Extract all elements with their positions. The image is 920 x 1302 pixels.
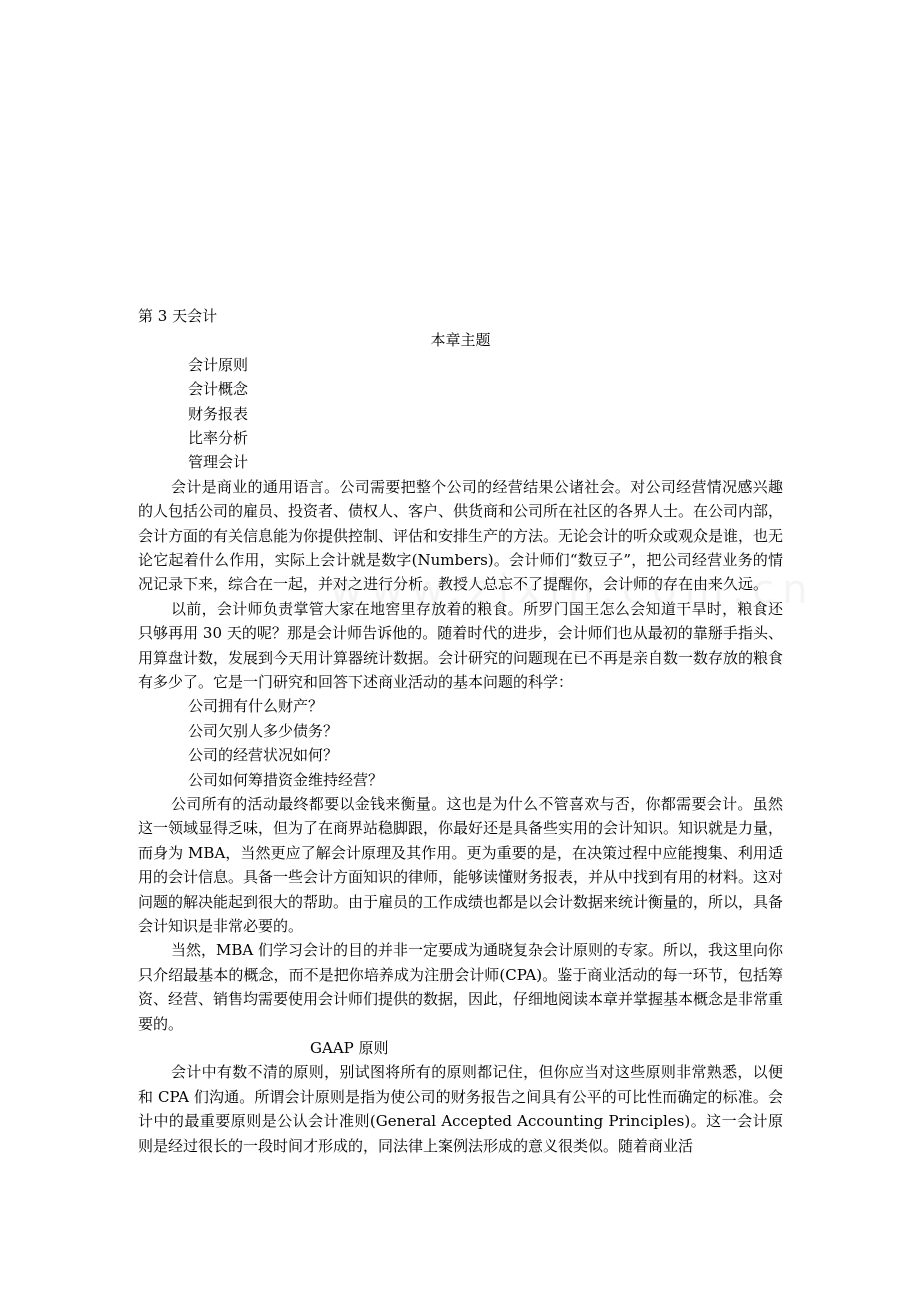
- question-list: [138, 694, 783, 792]
- paragraph-history: 以前，会计师负责掌管大家在地窖里存放着的粮食。所罗门国王怎么会知道干旱时，粮食还只够再用 30 天的呢？那是会计师告诉他的。随着时代的进步，会计师们也从最初的靠掰手指头、用算盘计数，发展到今天用计算器统计数据。会计研究的问题现在已不再是亲自数一数存放的粮食有多少了。它是一门研究和回答下述商业活动的基本问题的科学：: [138, 599, 784, 691]
- topic-item: 会计概念: [188, 380, 249, 399]
- question-item: 公司的经营状况如何？: [188, 746, 339, 765]
- paragraph-intro: 会计是商业的通用语言。公司需要把整个公司的经营结果公诸社会。对公司经营情况感兴趣的人包括公司的雇员、投资者、债权人、客户、供货商和公司所在社区的各界人士。在公司内部，会计方面的有关信息能为你提供控制、评估和安排生产的方法。无论会计的听众或观众是谁，也无论它起着什么作用，实际上会计就是数字(Numbers)。会计师们“数豆子”，把公司经营业务的情况记录下来，综合在一起，并对之进行分析。教授人总忘不了提醒你，会计师的存在由来久远。: [138, 477, 784, 594]
- gaap-heading: GAAP 原则: [310, 1039, 389, 1058]
- paragraph-gaap: 会计中有数不清的原则，别试图将所有的原则都记住，但你应当对这些原则非常熟悉，以便和 CPA 们沟通。所谓会计原则是指为使公司的财务报告之间具有公平的可比性而确定的标准。会计中的最重要原则是公认会计准则(General Accepted Accounting Principles)。这一会计原则是经过很长的一段时间才形成的，同法律上案例法形成的意义很类似。随着商业活: [138, 1063, 783, 1155]
- chapter-title: 第 3 天会计: [138, 307, 218, 325]
- topic-item: 财务报表: [188, 404, 249, 423]
- topic-item: 会计原则: [188, 355, 249, 374]
- document-content: [138, 304, 783, 1158]
- topic-item: 比率分析: [188, 428, 249, 447]
- question-item: 公司如何筹措资金维持经营？: [188, 770, 384, 789]
- question-item: 公司欠别人多少债务？: [188, 721, 339, 740]
- paragraph-money: 公司所有的活动最终都要以金钱来衡量。这也是为什么不管喜欢与否，你都需要会计。虽然这一领域显得乏味，但为了在商界站稳脚跟，你最好还是具备些实用的会计知识。知识就是力量，而身为 MBA，当然更应了解会计原理及其作用。更为重要的是，在决策过程中应能搜集、利用适用的会计信息。具备一些会计方面知识的律师，能够读懂财务报表，并从中找到有用的材料。这对问题的解决能起到很大的帮助。由于雇员的工作成绩也都是以会计数据来统计衡量的，所以，具备会计知识是非常必要的。: [138, 794, 784, 935]
- topic-list: [138, 353, 783, 475]
- question-item: 公司拥有什么财产？: [188, 697, 324, 716]
- paragraph-mba: 当然，MBA 们学习会计的目的并非一定要成为通晓复杂会计原则的专家。所以，我这里向你只介绍最基本的概念，而不是把你培养成为注册会计师(CPA)。鉴于商业活动的每一环节，包括筹资、经营、销售均需要使用会计师们提供的数据，因此，仔细地阅读本章并掌握基本概念是非常重要的。: [138, 941, 784, 1033]
- section-title: 本章主题: [430, 331, 491, 350]
- topic-item: 管理会计: [188, 453, 249, 472]
